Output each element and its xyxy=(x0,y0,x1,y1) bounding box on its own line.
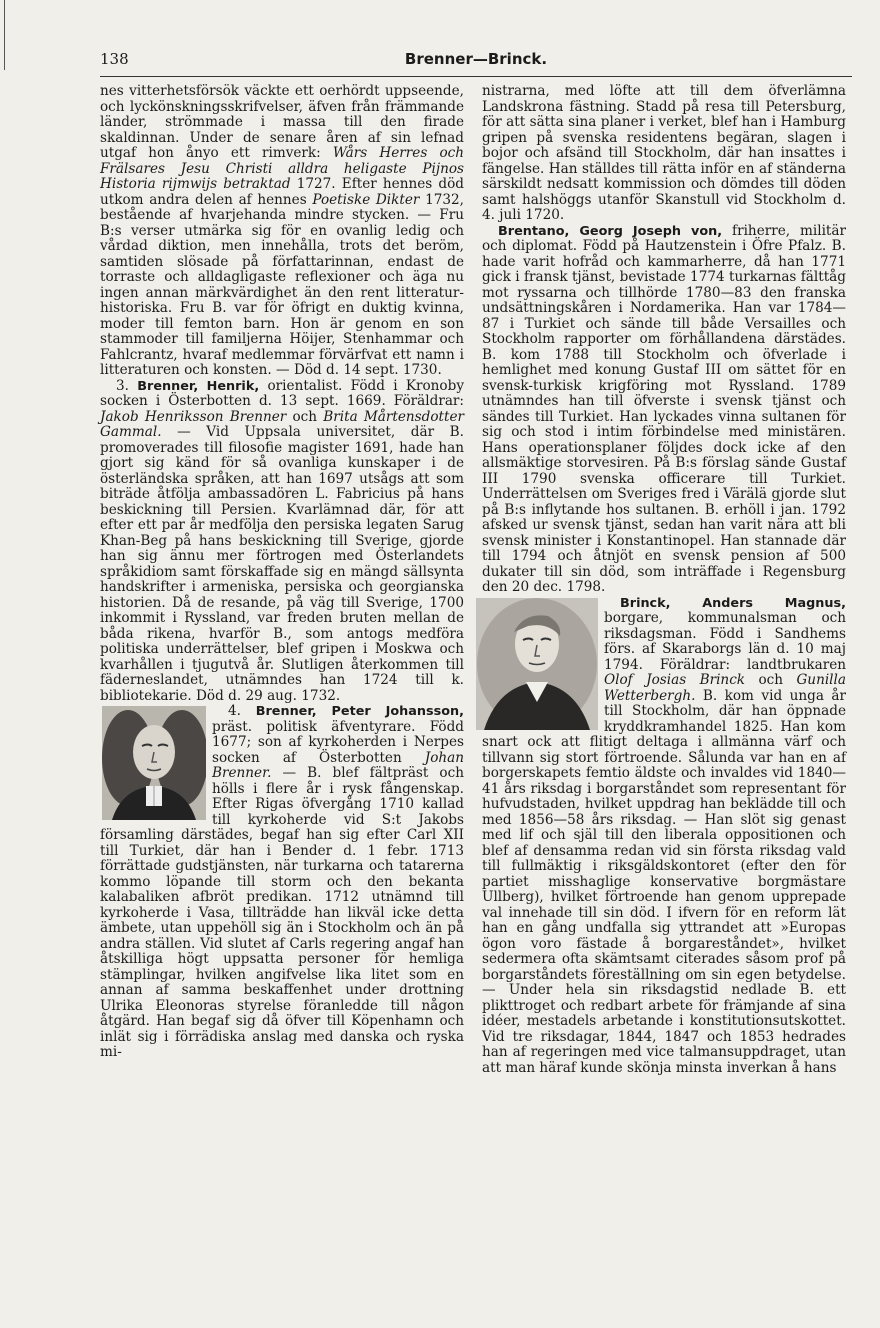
portrait-peter-brenner xyxy=(102,706,206,820)
page-number: 138 xyxy=(100,50,129,68)
entry-brenner-peter: 4. Brenner, Peter Johansson, präst. politisk äfventyrare. Född 1677; son af kyrkoherden i Nerpes socken af Österbotten Johan Brenner. — B. blef fältpräst och hölls i flere år i rysk fångenskap. Efter Rigas öfvergång 1710 kallad till kyrkoherde vid S:t Jakobs församling därstädes, begaf han sig efter Carl XII till Turkiet, där han i Bender d. 1 febr. 1713 förrättade gudstjänsten, när turkarna och tatarerna kommo löpande till storm och den bekanta kalabaliken afbröt predikan. 1712 utnämnd till kyrkoherde i Vasa, tillträdde han likväl icke detta ämbete, utan uppehöll sig än i Stockholm och än på andra ställen. Vid slutet af Carls regering angaf han åtskilliga högt uppsatta personer för hemliga stämplingar, hvilken angifvelse lika litet som en annan af samma beskaffenhet under drottning Ulrika Eleonoras styrelse föranledde till någon åtgärd. Han begaf sig då öfver till Köpenhamn och inlät sig i förrädiska anslag med danska och ryska mi- xyxy=(100,703,464,1060)
title-wars-herres: Wårs Herres och Frälsares Jesu Christi alldra heligaste Pijnos Historia rijmwijs betraktad xyxy=(100,145,464,192)
entry-heading-brenner-peter: Brenner, Peter Johansson, xyxy=(255,704,464,719)
paragraph-brenner-peter-continued: nistrarna, med löfte att till dem öfverlämna Landskrona fästning. Stadd på resa till Petersburg, för att sätta sina planer i verket, blef han i Hamburg gripen på svenska residentens begäran, slagen i bojor och afsänd till Stockholm, där han insattes i fängelse. Han ställdes till rätta inför en af ständerna särskildt nedsatt kommission och dömdes till döden samt halshöggs utanför Skanstull vid Stockholm d. 4. juli 1720. xyxy=(482,83,846,223)
paragraph-brenner-continued: nes vitterhetsförsök väckte ett oerhördt uppseende, och lyckönskningsskrifvelser, äfven från främmande länder, strömmade i massa till den firade skaldinnan. Under de senare åren af sin lefnad utgaf hon ånyo ett rimverk: Wårs Herres och Frälsares Jesu Christi alldra heligaste Pijnos Historia rijmwijs betraktad 1727. Efter hennes död utkom andra delen af hennes Poetiske Dikter 1732, bestående af hvarjehanda mindre stycken. — Fru B:s verser utmärka sig för en ovanlig ledig och vårdad diktion, men innehålla, trots det beröm, samtiden slösade på författarinnan, endast de torraste och alldagligaste reflexioner och äga nu ingen annan märkvärdighet än den rent litteratur-historiska. Fru B. var för öfrigt en duktig kvinna, moder till femton barn. Hon är genom en son stammoder till familjerna Höijer, Stenhammar och Fahlcrantz, hvaraf medlemmar förvärfvat ett namn i litteraturen och konsten. — Död d. 14 sept. 1730. xyxy=(100,83,464,378)
entry-heading-brentano: Brentano, Georg Joseph von, xyxy=(498,223,723,239)
title-poetiske-dikter: Poetiske Dikter xyxy=(312,191,420,208)
header-rule xyxy=(100,76,852,77)
left-column xyxy=(100,84,464,1061)
right-column xyxy=(482,84,846,1076)
entry-brenner-henrik: 3. Brenner, Henrik, orientalist. Född i Kronoby socken i Österbotten d. 13 sept. 1669. Föräldrar: Jakob Henriksson Brenner och Brita Mårtensdotter Gammal. — Vid Uppsala universitet, där B. promoverades till filosofie magister 1691, hade han gjort sig känd för så ovanliga kunskaper i de österländska språken, att han 1697 utsågs att som biträde åtfölja ambassadören L. Fabricius på hans beskickning till Persien. Kvarlämnad där, för att efter ett par år medfölja den persiska legaten Sarug Khan-Beg på hans beskickning till Sverige, gjorde han sig ännu mer förtrogen med Österlandets språkidiom samt förskaffade sig en mängd sällsynta handskrifter i armeniska, persiska och georgianska historien. Då de resande, på väg till Sverige, 1700 inkommit i Ryssland, var freden bruten mellan de båda rikena, hvarför B., som antogs medföra politiska underrättelser, blef gripen i Moskwa och kvarhållen i tjugutvå år. Slutligen återkommen till fäderneslandet, utnämndes han 1724 till k. bibliotekarie. Död d. 29 aug. 1732. xyxy=(100,377,464,704)
page-header xyxy=(100,50,852,72)
entry-brinck: Brinck, Anders Magnus, borgare, kommunalsman och riksdagsman. Född i Sandhems förs. af Skaraborgs län d. 10 maj 1794. Föräldrar: landtbrukaren Olof Josias Brinck och Gunilla Wetterbergh. B. kom vid unga år till Stockholm, där han öppnade kryddkramhandel 1825. Han kom snart ock att flitigt deltaga i allmänna värf och tillvann sig stort förtroende. Sålunda var han en af borgerskapets femtio äldste och invaldes vid 1840—41 års riksdag i borgarståndet som representant för hufvudstaden, hvilket uppdrag han beklädde till och med 1856—58 års riksdag. — Han slöt sig genast med lif och själ till den liberala oppositionen och blef af densamma redan vid sin första riksdag vald till fullmäktig i riksgäldskontoret (efter den för partiet misshaglige konservative borgmästare Ullberg), hvilket förtroende han genom upprepade val innehade till sin död. I ifvern för en reform lät han en gång undfalla sig yttrandet att »Europas ögon voro fästade å borgareståndet», hvilket sedermera ofta skämtsamt citerades såsom prof på borgarståndets föreställning om sin egen betydelse. — Under hela sin riksdagstid nedlade B. ett plikttroget och redbart arbete för främjande af sina idéer, mestadels arbetande i konstitutionsutskottet. Vid tre riksdagar, 1844, 1847 och 1853 hedrades han af regeringen med vice talmansuppdraget, utan att man häraf kunde skönja minsta inverkan å hans xyxy=(482,596,846,1077)
entry-heading-brenner-henrik: Brenner, Henrik, xyxy=(137,378,260,394)
portrait-anders-brinck xyxy=(476,598,598,730)
entry-heading-brinck: Brinck, Anders Magnus, xyxy=(620,595,846,611)
scan-edge-line xyxy=(4,0,5,70)
running-head: Brenner—Brinck. xyxy=(404,50,548,68)
entry-brentano: Brentano, Georg Joseph von, friherre, militär och diplomat. Född på Hautzenstein i Öfre Pfalz. B. hade varit hofråd och kammarherre, då han 1771 gick i fransk tjänst, bevistade 1774 turkarnas fälttåg mot ryssarna och tillhörde 1780—83 den franska undsättningskåren i Nordamerika. Han var 1784—87 i Turkiet och sände till både Versailles och Stockholm rapporter om förhållandena därstädes. B. kom 1788 till Stockholm och öfverlade i hemlighet med konung Gustaf III om sättet för en svensk-turkisk krigföring mot Ryssland. 1789 utnämndes han till öfverste i svensk tjänst och sändes till Turkiet. Han lyckades vinna sultanen för sig och stod i intim förbindelse med ministären. Hans operationsplaner följdes dock icke af den allsmäktige storvesiren. På B:s förslag sände Gustaf III 1790 svenska officerare till Turkiet. Underrättelsen om Sveriges fred i Värälä gjorde slut på B:s inflytande hos sultanen. B. erhöll i jan. 1792 afsked ur svensk tjänst, sedan han varit nära att bli svensk minister i Konstantinopel. Han stannade där till 1794 och åtnjöt en svensk pension af 500 dukater till sin död, som inträffade i Regensburg den 20 dec. 1798. xyxy=(482,222,846,595)
